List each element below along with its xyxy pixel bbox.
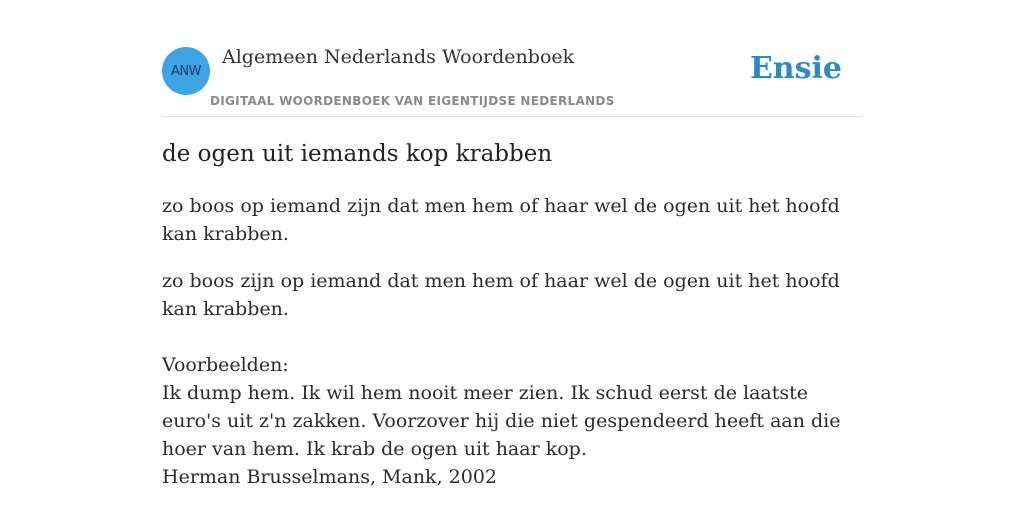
source-subtitle: DIGITAAL WOORDENBOEK VAN EIGENTIJDSE NEDERLANDS xyxy=(210,94,615,108)
definition-1: zo boos op iemand zijn dat men hem of haar wel de ogen uit het hoofd kan krabben. xyxy=(162,195,840,245)
anw-logo[interactable] xyxy=(162,47,210,95)
example-quote: Ik dump hem. Ik wil hem nooit meer zien. Ik schud eerst de laatste euro's uit z'n zakken. Voorzover hij die niet gespendeerd heeft aan die hoer van hem. Ik krab de ogen uit haar kop. xyxy=(162,382,841,460)
source-header xyxy=(162,0,862,117)
entry-body xyxy=(162,192,862,491)
entry-card xyxy=(162,0,862,512)
entry-term: de ogen uit iemands kop krabben xyxy=(162,141,553,167)
logo-text: ANW xyxy=(171,63,201,79)
example-citation: Herman Brusselmans, Mank, 2002 xyxy=(162,466,497,488)
ensie-logo[interactable]: Ensie xyxy=(749,51,842,86)
examples-section xyxy=(162,351,862,491)
source-name[interactable]: Algemeen Nederlands Woordenboek xyxy=(222,46,575,68)
definition-2: zo boos zijn op iemand dat men hem of haar wel de ogen uit het hoofd kan krabben. xyxy=(162,270,840,320)
examples-label: Voorbeelden: xyxy=(162,354,289,376)
